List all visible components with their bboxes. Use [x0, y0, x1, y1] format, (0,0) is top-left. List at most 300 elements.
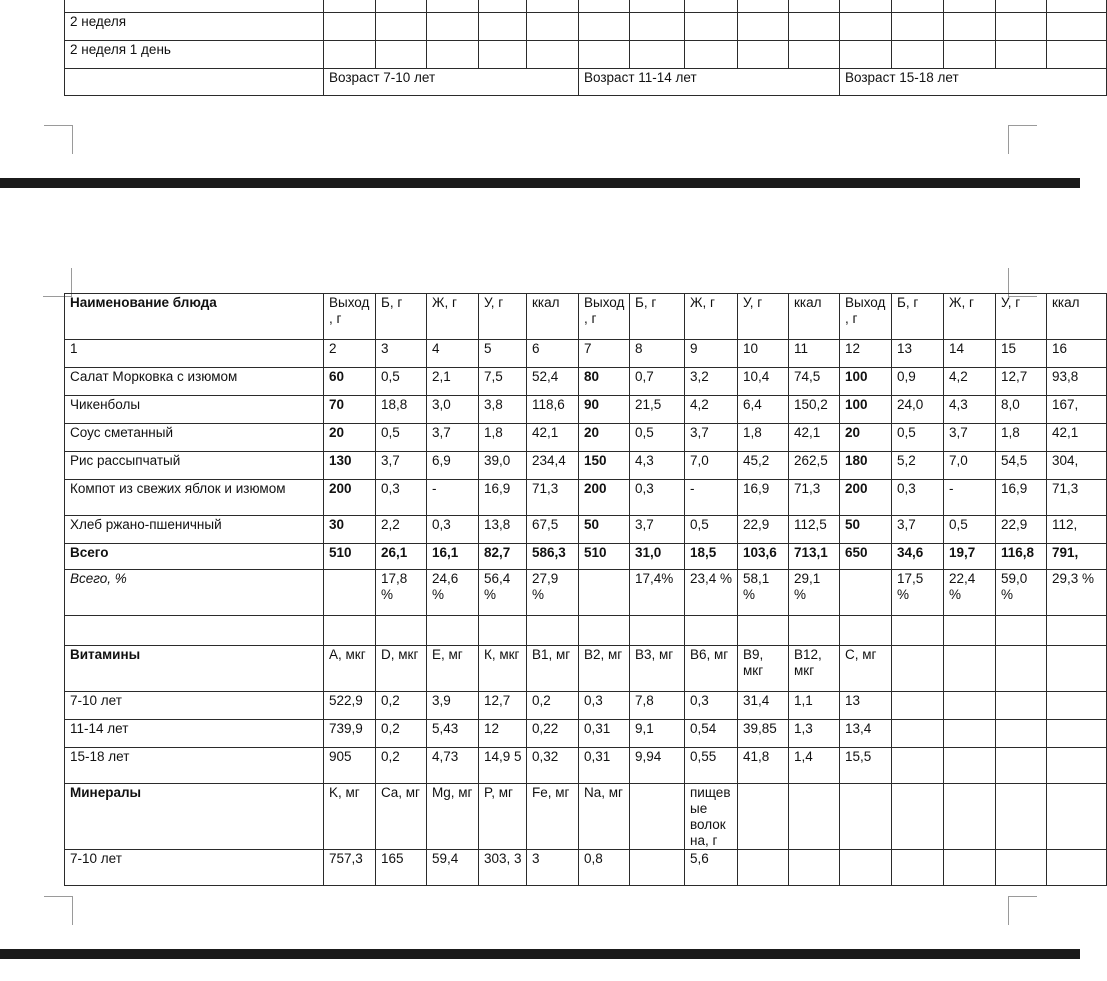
- dish-row: [65, 424, 1107, 452]
- table-cell: Б, г: [892, 294, 944, 340]
- table-cell: 0,2: [527, 692, 579, 720]
- table-cell: [996, 748, 1047, 784]
- table-cell: 3,7: [892, 516, 944, 544]
- table-cell: 13: [840, 692, 892, 720]
- table-cell: 4,3: [630, 452, 685, 480]
- table-cell: 0,2: [376, 720, 427, 748]
- table-cell: Компот из свежих яблок и изюмом: [65, 480, 324, 516]
- table-cell: [892, 748, 944, 784]
- page-next: [0, 959, 1080, 981]
- table-cell: 150,2: [789, 396, 840, 424]
- table-cell: 41,8: [738, 748, 789, 784]
- table-cell: [892, 850, 944, 886]
- table-cell: 7,5: [479, 368, 527, 396]
- table-cell: ккал: [527, 294, 579, 340]
- table-cell: 100: [840, 396, 892, 424]
- table-cell: 6,4: [738, 396, 789, 424]
- table-cell: 24,6 %: [427, 570, 479, 616]
- table-cell: 0,31: [579, 720, 630, 748]
- table-cell: 3,7: [427, 424, 479, 452]
- table-cell: 9: [685, 340, 738, 368]
- table-cell: 0,3: [376, 480, 427, 516]
- table-cell: 74,5: [789, 368, 840, 396]
- margin-corner-mark: [1008, 896, 1037, 925]
- schedule-table: [64, 0, 1107, 96]
- table-cell: А, мкг: [324, 646, 376, 692]
- table-cell: 82,7: [479, 544, 527, 570]
- table-cell: 0,9: [892, 368, 944, 396]
- table-cell: 1,3: [789, 720, 840, 748]
- table-cell: 17,4%: [630, 570, 685, 616]
- table-row: [65, 41, 1107, 69]
- table-cell: 16: [1047, 340, 1107, 368]
- age-group-7-10: Возраст 7-10 лет: [324, 69, 579, 96]
- table-cell: 5,2: [892, 452, 944, 480]
- table-cell: Ca, мг: [376, 784, 427, 850]
- table-cell: 3,0: [427, 396, 479, 424]
- table-cell: 15,5: [840, 748, 892, 784]
- table-cell: 4,2: [685, 396, 738, 424]
- table-cell: 586,3: [527, 544, 579, 570]
- table-cell: 2,2: [376, 516, 427, 544]
- table-cell: У, г: [996, 294, 1047, 340]
- table-cell: 200: [324, 480, 376, 516]
- table-cell: Соус сметанный: [65, 424, 324, 452]
- table-cell: 10: [738, 340, 789, 368]
- table-cell: 90: [579, 396, 630, 424]
- table-cell: [840, 850, 892, 886]
- table-cell: 7-10 лет: [65, 850, 324, 886]
- table-cell: [892, 646, 944, 692]
- table-cell: 0,31: [579, 748, 630, 784]
- table-cell: 3: [527, 850, 579, 886]
- table-cell: 29,3 %: [1047, 570, 1107, 616]
- table-cell: 0,8: [579, 850, 630, 886]
- table-cell: 59,4: [427, 850, 479, 886]
- table-cell: 59,0 %: [996, 570, 1047, 616]
- table-cell: Выход, г: [840, 294, 892, 340]
- table-cell-empty: [1047, 616, 1107, 646]
- table-cell: К, мкг: [479, 646, 527, 692]
- table-cell: 103,6: [738, 544, 789, 570]
- table-cell: В6, мг: [685, 646, 738, 692]
- table-cell: 713,1: [789, 544, 840, 570]
- table-cell: 19,7: [944, 544, 996, 570]
- table-cell-empty: [630, 616, 685, 646]
- table-cell: 304,: [1047, 452, 1107, 480]
- table-cell: 3,7: [630, 516, 685, 544]
- table-cell: 0,5: [376, 424, 427, 452]
- table-cell-empty: [324, 616, 376, 646]
- table-cell: [996, 850, 1047, 886]
- table-cell: 0,22: [527, 720, 579, 748]
- table-cell: 27,9 %: [527, 570, 579, 616]
- table-cell-empty: [892, 616, 944, 646]
- table-cell: 165: [376, 850, 427, 886]
- vitamins-row: [65, 720, 1107, 748]
- table-cell: Mg, мг: [427, 784, 479, 850]
- table-cell: В2, мг: [579, 646, 630, 692]
- table-cell: ккал: [789, 294, 840, 340]
- table-cell: 9,1: [630, 720, 685, 748]
- week-label: 2 неделя: [65, 13, 324, 41]
- table-cell: 10,4: [738, 368, 789, 396]
- table-cell: [1047, 748, 1107, 784]
- table-cell: 24,0: [892, 396, 944, 424]
- table-cell: -: [685, 480, 738, 516]
- table-cell: 234,4: [527, 452, 579, 480]
- table-cell: 118,6: [527, 396, 579, 424]
- table-cell: Витамины: [65, 646, 324, 692]
- table-cell: 15: [996, 340, 1047, 368]
- vitamins-row: [65, 692, 1107, 720]
- table-cell: 22,4 %: [944, 570, 996, 616]
- table-cell: 0,5: [685, 516, 738, 544]
- table-cell: 0,32: [527, 748, 579, 784]
- table-cell: 39,85: [738, 720, 789, 748]
- table-cell: В12, мкг: [789, 646, 840, 692]
- table-cell: 0,3: [892, 480, 944, 516]
- table-cell: 31,0: [630, 544, 685, 570]
- table-cell-empty: [840, 616, 892, 646]
- table-cell: [892, 720, 944, 748]
- table-cell: 303, 3: [479, 850, 527, 886]
- dish-row: [65, 452, 1107, 480]
- dish-row: [65, 480, 1107, 516]
- margin-corner-mark: [44, 896, 73, 925]
- table-cell: 7: [579, 340, 630, 368]
- menu-nutrition-table: [64, 293, 1107, 886]
- table-cell: 21,5: [630, 396, 685, 424]
- dish-row: [65, 516, 1107, 544]
- vitamins-header-row: [65, 646, 1107, 692]
- table-cell: 2,1: [427, 368, 479, 396]
- table-cell: 18,8: [376, 396, 427, 424]
- age-group-15-18: Возраст 15-18 лет: [840, 69, 1107, 96]
- table-cell: 112,5: [789, 516, 840, 544]
- margin-corner-mark: [1008, 125, 1037, 154]
- table-cell: В9, мкг: [738, 646, 789, 692]
- table-cell: 0,3: [579, 692, 630, 720]
- table-cell: 12,7: [996, 368, 1047, 396]
- table-cell: 7-10 лет: [65, 692, 324, 720]
- total-percent-row: [65, 570, 1107, 616]
- table-cell: [630, 850, 685, 886]
- table-cell: 45,2: [738, 452, 789, 480]
- table-cell: 1,1: [789, 692, 840, 720]
- table-cell: 150: [579, 452, 630, 480]
- table-cell: 13: [892, 340, 944, 368]
- table-cell: 22,9: [738, 516, 789, 544]
- table-cell: 0,2: [376, 692, 427, 720]
- table-cell: [738, 850, 789, 886]
- table-cell-empty: [427, 616, 479, 646]
- table-cell: [944, 692, 996, 720]
- table-cell: 50: [840, 516, 892, 544]
- table-cell: 16,9: [738, 480, 789, 516]
- dish-row: [65, 396, 1107, 424]
- table-cell: [1047, 850, 1107, 886]
- table-cell: В1, мг: [527, 646, 579, 692]
- table-cell: 31,4: [738, 692, 789, 720]
- table-cell: Fe, мг: [527, 784, 579, 850]
- table-cell: 16,9: [996, 480, 1047, 516]
- table-cell-empty: [65, 616, 324, 646]
- table-cell: Выход, г: [324, 294, 376, 340]
- table-cell: 757,3: [324, 850, 376, 886]
- table-cell: [892, 784, 944, 850]
- table-cell: 791,: [1047, 544, 1107, 570]
- table-cell: [1047, 692, 1107, 720]
- table-cell: 3,7: [944, 424, 996, 452]
- table-cell: 17,8 %: [376, 570, 427, 616]
- page-separator: [0, 178, 1080, 188]
- table-cell: 39,0: [479, 452, 527, 480]
- table-cell: 93,8: [1047, 368, 1107, 396]
- table-cell: Выход, г: [579, 294, 630, 340]
- table-cell: 34,6: [892, 544, 944, 570]
- table-cell: [944, 720, 996, 748]
- table-cell: 16,1: [427, 544, 479, 570]
- table-cell: [840, 784, 892, 850]
- table-cell: 9,94: [630, 748, 685, 784]
- table-cell: 0,55: [685, 748, 738, 784]
- table-cell: [1047, 720, 1107, 748]
- table-cell: 42,1: [1047, 424, 1107, 452]
- table-cell: 510: [579, 544, 630, 570]
- table-cell: 0,5: [376, 368, 427, 396]
- table-cell: Всего: [65, 544, 324, 570]
- table-cell: 54,5: [996, 452, 1047, 480]
- table-cell: Na, мг: [579, 784, 630, 850]
- table-cell: -: [944, 480, 996, 516]
- table-cell: 112,: [1047, 516, 1107, 544]
- minerals-header-row: [65, 784, 1107, 850]
- table-cell: 70: [324, 396, 376, 424]
- table-cell: пищевые волокна, г: [685, 784, 738, 850]
- table-cell: 0,5: [630, 424, 685, 452]
- table-cell: 20: [324, 424, 376, 452]
- table-cell: 7,8: [630, 692, 685, 720]
- table-cell: 11: [789, 340, 840, 368]
- table-cell: [630, 784, 685, 850]
- total-row: [65, 544, 1107, 570]
- table-cell: В3, мг: [630, 646, 685, 692]
- table-cell: [996, 646, 1047, 692]
- table-cell: 0,3: [685, 692, 738, 720]
- table-cell: 6,9: [427, 452, 479, 480]
- table-cell: 116,8: [996, 544, 1047, 570]
- table-cell: У, г: [738, 294, 789, 340]
- table-cell: 15-18 лет: [65, 748, 324, 784]
- table-cell: 23,4 %: [685, 570, 738, 616]
- table-cell: Всего, %: [65, 570, 324, 616]
- table-cell: 4,2: [944, 368, 996, 396]
- table-cell: 12: [840, 340, 892, 368]
- table-cell: P, мг: [479, 784, 527, 850]
- table-cell-empty: [944, 616, 996, 646]
- table-cell: 4: [427, 340, 479, 368]
- table-cell: 12,7: [479, 692, 527, 720]
- table-cell: [996, 784, 1047, 850]
- table-cell: 60: [324, 368, 376, 396]
- table-cell: 262,5: [789, 452, 840, 480]
- table-cell: 30: [324, 516, 376, 544]
- table-cell: 650: [840, 544, 892, 570]
- table-cell: 0,3: [630, 480, 685, 516]
- table-cell: 739,9: [324, 720, 376, 748]
- table-cell: [840, 570, 892, 616]
- table-cell: 3,7: [376, 452, 427, 480]
- table-cell: 4,73: [427, 748, 479, 784]
- table-cell: С, мг: [840, 646, 892, 692]
- table-cell: [944, 646, 996, 692]
- table-cell: Минералы: [65, 784, 324, 850]
- page-top: [0, 0, 1080, 178]
- table-cell: 67,5: [527, 516, 579, 544]
- table-cell: 29,1 %: [789, 570, 840, 616]
- table-cell: 14,9 5: [479, 748, 527, 784]
- table-cell-empty: [996, 616, 1047, 646]
- table-cell: 6: [527, 340, 579, 368]
- table-cell: Салат Морковка с изюмом: [65, 368, 324, 396]
- table-cell: 56,4 %: [479, 570, 527, 616]
- table-cell: 11-14 лет: [65, 720, 324, 748]
- table-cell: 5: [479, 340, 527, 368]
- table-cell: Б, г: [630, 294, 685, 340]
- table-cell: 50: [579, 516, 630, 544]
- table-cell: Ж, г: [685, 294, 738, 340]
- table-cell: 0,2: [376, 748, 427, 784]
- table-row: [65, 0, 1107, 13]
- table-cell: 0,54: [685, 720, 738, 748]
- table-cell: 17,5 %: [892, 570, 944, 616]
- table-cell: 22,9: [996, 516, 1047, 544]
- table-cell: [324, 570, 376, 616]
- table-cell: 1,8: [738, 424, 789, 452]
- table-cell: [944, 784, 996, 850]
- table-cell: 100: [840, 368, 892, 396]
- page-separator: [0, 949, 1080, 959]
- table-cell: 4,3: [944, 396, 996, 424]
- table-cell-empty: [579, 616, 630, 646]
- table-cell: 2: [324, 340, 376, 368]
- table-cell: [892, 692, 944, 720]
- table-cell: 80: [579, 368, 630, 396]
- table-cell: 71,3: [1047, 480, 1107, 516]
- minerals-row: [65, 850, 1107, 886]
- table-cell: ккал: [1047, 294, 1107, 340]
- dish-row: [65, 368, 1107, 396]
- table-cell: 3: [376, 340, 427, 368]
- table-cell: 905: [324, 748, 376, 784]
- table-cell: 1,8: [996, 424, 1047, 452]
- empty-row: [65, 616, 1107, 646]
- table-cell: 14: [944, 340, 996, 368]
- table-cell: 130: [324, 452, 376, 480]
- table-cell: [738, 784, 789, 850]
- table-cell: 20: [579, 424, 630, 452]
- table-cell: Хлеб ржано-пшеничный: [65, 516, 324, 544]
- table-cell-empty: [738, 616, 789, 646]
- age-group-11-14: Возраст 11-14 лет: [579, 69, 840, 96]
- table-cell: 522,9: [324, 692, 376, 720]
- table-cell: 180: [840, 452, 892, 480]
- table-cell: D, мкг: [376, 646, 427, 692]
- table-cell: 8: [630, 340, 685, 368]
- table-cell: 7,0: [944, 452, 996, 480]
- table-cell: Наименование блюда: [65, 294, 324, 340]
- table-cell: 3,9: [427, 692, 479, 720]
- vitamins-row: [65, 748, 1107, 784]
- table-cell: [944, 748, 996, 784]
- table-cell: 13,8: [479, 516, 527, 544]
- table-cell: У, г: [479, 294, 527, 340]
- table-cell: [789, 850, 840, 886]
- table-cell: 200: [840, 480, 892, 516]
- table-cell: 13,4: [840, 720, 892, 748]
- table-row: [65, 69, 1107, 96]
- table-cell-empty: [685, 616, 738, 646]
- table-cell: K, мг: [324, 784, 376, 850]
- table-cell: 3,8: [479, 396, 527, 424]
- table-cell: 167,: [1047, 396, 1107, 424]
- column-number-row: [65, 340, 1107, 368]
- table-cell: 8,0: [996, 396, 1047, 424]
- table-cell: 18,5: [685, 544, 738, 570]
- table-cell: [996, 720, 1047, 748]
- table-cell: [1047, 646, 1107, 692]
- table-cell: 71,3: [789, 480, 840, 516]
- table-cell: 20: [840, 424, 892, 452]
- table-cell: 0,5: [944, 516, 996, 544]
- table-cell: 0,7: [630, 368, 685, 396]
- day-label: 2 неделя 1 день: [65, 41, 324, 69]
- table-cell: 52,4: [527, 368, 579, 396]
- table-cell: 200: [579, 480, 630, 516]
- table-cell: [996, 692, 1047, 720]
- header-row: [65, 294, 1107, 340]
- table-cell: Рис рассыпчатый: [65, 452, 324, 480]
- table-row: [65, 13, 1107, 41]
- table-cell: 26,1: [376, 544, 427, 570]
- table-cell: Е, мг: [427, 646, 479, 692]
- table-cell: [1047, 784, 1107, 850]
- table-cell: [789, 784, 840, 850]
- table-cell: 3,7: [685, 424, 738, 452]
- table-cell: 0,3: [427, 516, 479, 544]
- table-cell: Чикенболы: [65, 396, 324, 424]
- table-cell-empty: [789, 616, 840, 646]
- table-cell: 58,1 %: [738, 570, 789, 616]
- table-cell-empty: [527, 616, 579, 646]
- margin-corner-mark: [44, 125, 73, 154]
- table-cell: 3,2: [685, 368, 738, 396]
- table-cell: 5,43: [427, 720, 479, 748]
- table-cell: 12: [479, 720, 527, 748]
- table-cell: 1: [65, 340, 324, 368]
- table-cell: 16,9: [479, 480, 527, 516]
- page-main: [0, 188, 1095, 949]
- table-cell: 7,0: [685, 452, 738, 480]
- table-cell: 5,6: [685, 850, 738, 886]
- table-cell: 0,5: [892, 424, 944, 452]
- table-cell: 1,8: [479, 424, 527, 452]
- table-cell: -: [427, 480, 479, 516]
- table-cell: 510: [324, 544, 376, 570]
- table-cell: [579, 570, 630, 616]
- table-cell-empty: [479, 616, 527, 646]
